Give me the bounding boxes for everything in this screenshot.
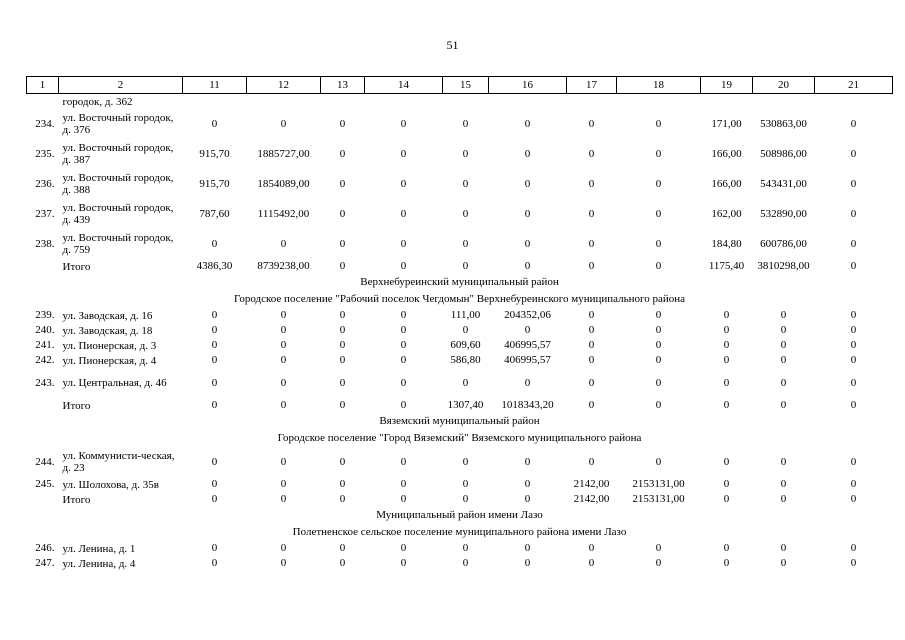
value-cell: 0: [462, 493, 469, 505]
table-row: [27, 229, 893, 259]
value-cell: 0: [655, 399, 662, 411]
value-cell: 787,60: [199, 207, 230, 220]
value-cell: 0: [588, 117, 595, 130]
header-row: [27, 77, 893, 94]
value-cell: 0: [780, 339, 787, 351]
value-cell: 0: [211, 557, 218, 569]
value-cell: 0: [339, 493, 346, 505]
value-cell: 1854089,00: [257, 177, 310, 190]
section-title: Муниципальный район имени Лазо: [376, 509, 543, 521]
value-cell: 2142,00: [573, 493, 610, 505]
section-title: Вяземский муниципальный район: [379, 415, 540, 427]
value-cell: 0: [655, 147, 662, 160]
value-cell: 0: [280, 399, 287, 411]
address-cell: ул. Заводская, д. 16: [62, 309, 153, 322]
address-cell: ул. Восточный городок, д. 387: [62, 142, 174, 166]
value-cell: [753, 94, 815, 110]
address-cell: ул. Пионерская, д. 4: [62, 354, 157, 367]
value-cell: 0: [211, 117, 218, 130]
value-cell: 0: [780, 324, 787, 336]
total-label: Итого: [62, 260, 91, 273]
row-number: 243.: [35, 376, 55, 389]
section-title: Городское поселение "Рабочий поселок Чегдомын" Верхнебуреинского муниципального района: [233, 293, 686, 305]
value-cell: 0: [780, 376, 787, 389]
value-cell: [443, 94, 489, 110]
section-header-row: [27, 524, 893, 541]
total-row: [27, 398, 893, 413]
value-cell: 2142,00: [573, 478, 610, 490]
value-cell: 0: [400, 354, 407, 366]
value-cell: 0: [462, 557, 469, 569]
section-header-row: [27, 507, 893, 524]
value-cell: [567, 94, 617, 110]
row-number: [27, 398, 59, 413]
value-cell: 609,60: [450, 339, 481, 351]
value-cell: 0: [780, 493, 787, 505]
value-cell: 0: [655, 260, 662, 272]
value-cell: 8739238,00: [257, 260, 310, 272]
value-cell: 0: [524, 207, 531, 220]
column-header: 19: [701, 77, 753, 94]
value-cell: 600786,00: [760, 237, 807, 250]
data-table: [26, 76, 893, 571]
value-cell: 0: [850, 478, 857, 490]
value-cell: 0: [723, 455, 730, 468]
value-cell: 0: [655, 354, 662, 366]
value-cell: 0: [280, 493, 287, 505]
value-cell: 0: [211, 542, 218, 554]
value-cell: 0: [400, 478, 407, 490]
value-cell: 0: [339, 557, 346, 569]
column-header: 20: [753, 77, 815, 94]
page-number: 51: [446, 38, 459, 52]
value-cell: 0: [780, 557, 787, 569]
value-cell: 111,00: [450, 309, 481, 321]
value-cell: 0: [211, 455, 218, 468]
value-cell: [617, 94, 701, 110]
value-cell: 1018343,20: [501, 399, 554, 411]
value-cell: 0: [339, 354, 346, 366]
address-cell: ул. Шолохова, д. 35в: [62, 478, 159, 491]
value-cell: 0: [524, 376, 531, 389]
address-cell: ул. Восточный городок, д. 439: [62, 202, 174, 226]
section-header-row: [27, 291, 893, 308]
value-cell: 0: [280, 478, 287, 490]
row-number: 239.: [35, 309, 55, 321]
value-cell: 0: [339, 177, 346, 190]
address-cell: ул. Ленина, д. 4: [62, 557, 136, 570]
value-cell: 0: [400, 117, 407, 130]
value-cell: 0: [211, 324, 218, 336]
value-cell: 0: [400, 542, 407, 554]
value-cell: 0: [850, 493, 857, 505]
value-cell: 0: [850, 324, 857, 336]
value-cell: 1175,40: [708, 260, 745, 272]
value-cell: 0: [211, 478, 218, 490]
value-cell: 166,00: [711, 177, 742, 190]
value-cell: 0: [780, 399, 787, 411]
value-cell: 0: [339, 117, 346, 130]
column-header: 2: [59, 77, 183, 94]
value-cell: 0: [850, 339, 857, 351]
value-cell: 0: [211, 399, 218, 411]
value-cell: 0: [588, 237, 595, 250]
value-cell: 0: [280, 339, 287, 351]
value-cell: 0: [524, 117, 531, 130]
value-cell: 0: [850, 455, 857, 468]
row-number: 237.: [35, 207, 55, 220]
value-cell: 0: [588, 324, 595, 336]
value-cell: 4386,30: [196, 260, 233, 272]
address-cell: ул. Восточный городок, д. 759: [62, 232, 174, 256]
value-cell: 0: [850, 177, 857, 190]
value-cell: 915,70: [199, 177, 230, 190]
value-cell: 0: [723, 399, 730, 411]
row-number: 240.: [35, 324, 55, 336]
value-cell: 0: [655, 237, 662, 250]
value-cell: 0: [850, 207, 857, 220]
row-number: 238.: [35, 237, 55, 250]
value-cell: 0: [723, 542, 730, 554]
value-cell: 0: [655, 557, 662, 569]
value-cell: 0: [400, 455, 407, 468]
value-cell: 0: [280, 557, 287, 569]
value-cell: 0: [211, 354, 218, 366]
total-label: Итого: [62, 399, 91, 412]
value-cell: 0: [588, 207, 595, 220]
column-header: 18: [617, 77, 701, 94]
value-cell: 0: [524, 177, 531, 190]
value-cell: 0: [462, 237, 469, 250]
value-cell: 0: [655, 309, 662, 321]
value-cell: 0: [723, 339, 730, 351]
value-cell: 0: [400, 260, 407, 272]
value-cell: 0: [339, 399, 346, 411]
value-cell: 0: [524, 260, 531, 272]
section-title: Городское поселение "Город Вяземский" Вяземского муниципального района: [277, 432, 642, 444]
value-cell: 0: [655, 117, 662, 130]
row-number: 245.: [35, 478, 55, 490]
value-cell: 0: [588, 177, 595, 190]
value-cell: 0: [850, 354, 857, 366]
value-cell: 0: [588, 339, 595, 351]
value-cell: 0: [339, 542, 346, 554]
value-cell: 0: [462, 376, 469, 389]
row-number: 242.: [35, 354, 55, 366]
value-cell: 0: [588, 147, 595, 160]
value-cell: 0: [339, 324, 346, 336]
value-cell: 1307,40: [447, 399, 484, 411]
column-header: 1: [27, 77, 59, 94]
value-cell: 0: [462, 324, 469, 336]
value-cell: 0: [400, 309, 407, 321]
value-cell: 162,00: [711, 207, 742, 220]
value-cell: 0: [588, 354, 595, 366]
value-cell: 0: [462, 117, 469, 130]
value-cell: 0: [850, 117, 857, 130]
value-cell: 0: [524, 478, 531, 490]
section-header-row: [27, 274, 893, 291]
value-cell: 0: [524, 324, 531, 336]
value-cell: 0: [524, 147, 531, 160]
value-cell: 0: [723, 478, 730, 490]
value-cell: [701, 94, 753, 110]
continuation-row: [27, 94, 893, 110]
row-number: [27, 259, 59, 274]
value-cell: 0: [850, 399, 857, 411]
total-label: Итого: [62, 493, 91, 506]
row-number: 241.: [35, 339, 55, 351]
value-cell: 0: [462, 542, 469, 554]
value-cell: 0: [655, 339, 662, 351]
table-row: [27, 199, 893, 229]
value-cell: 406995,57: [504, 354, 551, 366]
value-cell: 0: [211, 237, 218, 250]
value-cell: 2153131,00: [632, 493, 685, 505]
value-cell: 0: [339, 339, 346, 351]
value-cell: 0: [850, 237, 857, 250]
value-cell: 0: [462, 207, 469, 220]
value-cell: 0: [400, 237, 407, 250]
column-header: 13: [321, 77, 365, 94]
value-cell: 0: [339, 376, 346, 389]
table-row: [27, 308, 893, 323]
table-row: [27, 109, 893, 139]
table-row: [27, 353, 893, 368]
value-cell: 204352,06: [504, 309, 551, 321]
value-cell: 530863,00: [760, 117, 807, 130]
address-cell: ул. Коммунисти-ческая, д. 23: [62, 450, 175, 474]
value-cell: 0: [588, 557, 595, 569]
value-cell: [815, 94, 893, 110]
value-cell: 0: [723, 557, 730, 569]
value-cell: 166,00: [711, 147, 742, 160]
total-row: [27, 492, 893, 507]
value-cell: 0: [339, 478, 346, 490]
value-cell: 586,80: [450, 354, 481, 366]
value-cell: 0: [780, 354, 787, 366]
value-cell: 2153131,00: [632, 478, 685, 490]
table-row: [27, 541, 893, 556]
value-cell: [247, 94, 321, 110]
address-cell: ул. Центральная, д. 46: [62, 377, 167, 389]
address-cell: городок, д. 362: [62, 95, 133, 108]
value-cell: 0: [280, 117, 287, 130]
value-cell: [321, 94, 365, 110]
value-cell: 0: [655, 376, 662, 389]
value-cell: 0: [780, 542, 787, 554]
value-cell: 0: [588, 309, 595, 321]
value-cell: 0: [723, 309, 730, 321]
value-cell: 0: [211, 376, 218, 389]
table-body: [27, 94, 893, 572]
value-cell: 0: [211, 493, 218, 505]
value-cell: 0: [588, 260, 595, 272]
value-cell: 0: [524, 455, 531, 468]
value-cell: 0: [588, 542, 595, 554]
value-cell: 171,00: [711, 117, 742, 130]
value-cell: 0: [850, 309, 857, 321]
value-cell: 0: [211, 309, 218, 321]
row-number: 244.: [35, 455, 55, 468]
row-number: [27, 94, 59, 110]
value-cell: 0: [280, 324, 287, 336]
section-title: Верхнебуреинский муниципальный район: [360, 276, 559, 288]
value-cell: [489, 94, 567, 110]
address-cell: ул. Восточный городок, д. 376: [62, 112, 174, 136]
value-cell: 0: [280, 309, 287, 321]
row-number: 234.: [35, 117, 55, 130]
value-cell: 0: [588, 376, 595, 389]
address-cell: ул. Пионерская, д. 3: [62, 339, 157, 352]
value-cell: 0: [280, 376, 287, 389]
address-cell: ул. Заводская, д. 18: [62, 324, 153, 337]
value-cell: 0: [655, 455, 662, 468]
value-cell: 0: [850, 557, 857, 569]
column-header: 15: [443, 77, 489, 94]
section-title: Полетненское сельское поселение муниципального района имени Лазо: [292, 526, 627, 538]
value-cell: 0: [400, 376, 407, 389]
value-cell: [365, 94, 443, 110]
value-cell: 508986,00: [760, 147, 807, 160]
value-cell: 0: [400, 493, 407, 505]
value-cell: [183, 94, 247, 110]
column-header: 17: [567, 77, 617, 94]
value-cell: 0: [723, 376, 730, 389]
table-row: [27, 447, 893, 477]
value-cell: 0: [339, 147, 346, 160]
value-cell: 0: [400, 177, 407, 190]
value-cell: 0: [280, 354, 287, 366]
table-row: [27, 139, 893, 169]
value-cell: 1115492,00: [257, 207, 310, 220]
column-header: 11: [183, 77, 247, 94]
value-cell: 0: [462, 177, 469, 190]
value-cell: 0: [462, 478, 469, 490]
value-cell: 0: [400, 557, 407, 569]
value-cell: 0: [723, 354, 730, 366]
value-cell: 0: [462, 260, 469, 272]
value-cell: 0: [524, 493, 531, 505]
value-cell: 0: [850, 260, 857, 272]
value-cell: 3810298,00: [757, 260, 810, 272]
row-number: 236.: [35, 177, 55, 190]
value-cell: 0: [400, 207, 407, 220]
value-cell: 0: [524, 237, 531, 250]
value-cell: 543431,00: [760, 177, 807, 190]
value-cell: 0: [850, 376, 857, 389]
value-cell: 406995,57: [504, 339, 551, 351]
section-header-row: [27, 430, 893, 447]
table-row: [27, 556, 893, 571]
value-cell: 1885727,00: [257, 147, 310, 160]
value-cell: 0: [400, 339, 407, 351]
value-cell: 184,80: [711, 237, 742, 250]
value-cell: 0: [280, 455, 287, 468]
value-cell: 0: [339, 260, 346, 272]
value-cell: 0: [588, 399, 595, 411]
value-cell: 0: [655, 542, 662, 554]
value-cell: 0: [524, 557, 531, 569]
value-cell: 0: [655, 177, 662, 190]
value-cell: 532890,00: [760, 207, 807, 220]
value-cell: 0: [462, 147, 469, 160]
row-number: 247.: [35, 557, 55, 569]
value-cell: 915,70: [199, 147, 230, 160]
column-header: 14: [365, 77, 443, 94]
value-cell: 0: [280, 542, 287, 554]
value-cell: 0: [400, 399, 407, 411]
column-header: 12: [247, 77, 321, 94]
value-cell: 0: [524, 542, 531, 554]
value-cell: 0: [850, 147, 857, 160]
value-cell: 0: [339, 309, 346, 321]
value-cell: 0: [780, 309, 787, 321]
value-cell: 0: [723, 324, 730, 336]
value-cell: 0: [588, 455, 595, 468]
total-row: [27, 259, 893, 274]
address-cell: ул. Восточный городок, д. 388: [62, 172, 174, 196]
value-cell: 0: [850, 542, 857, 554]
table-row: [27, 338, 893, 353]
row-number: [27, 492, 59, 507]
value-cell: 0: [211, 339, 218, 351]
row-number: 246.: [35, 542, 55, 554]
value-cell: 0: [655, 324, 662, 336]
value-cell: 0: [462, 455, 469, 468]
column-header: 21: [815, 77, 893, 94]
column-header: 16: [489, 77, 567, 94]
row-number: 235.: [35, 147, 55, 160]
value-cell: 0: [780, 455, 787, 468]
value-cell: 0: [280, 237, 287, 250]
table-row: [27, 368, 893, 398]
table-row: [27, 323, 893, 338]
value-cell: 0: [339, 455, 346, 468]
value-cell: 0: [339, 207, 346, 220]
section-header-row: [27, 413, 893, 430]
address-cell: ул. Ленина, д. 1: [62, 542, 136, 555]
value-cell: 0: [723, 493, 730, 505]
value-cell: 0: [780, 478, 787, 490]
value-cell: 0: [655, 207, 662, 220]
value-cell: 0: [400, 147, 407, 160]
value-cell: 0: [339, 237, 346, 250]
table-row: [27, 169, 893, 199]
value-cell: 0: [400, 324, 407, 336]
table-row: [27, 477, 893, 492]
